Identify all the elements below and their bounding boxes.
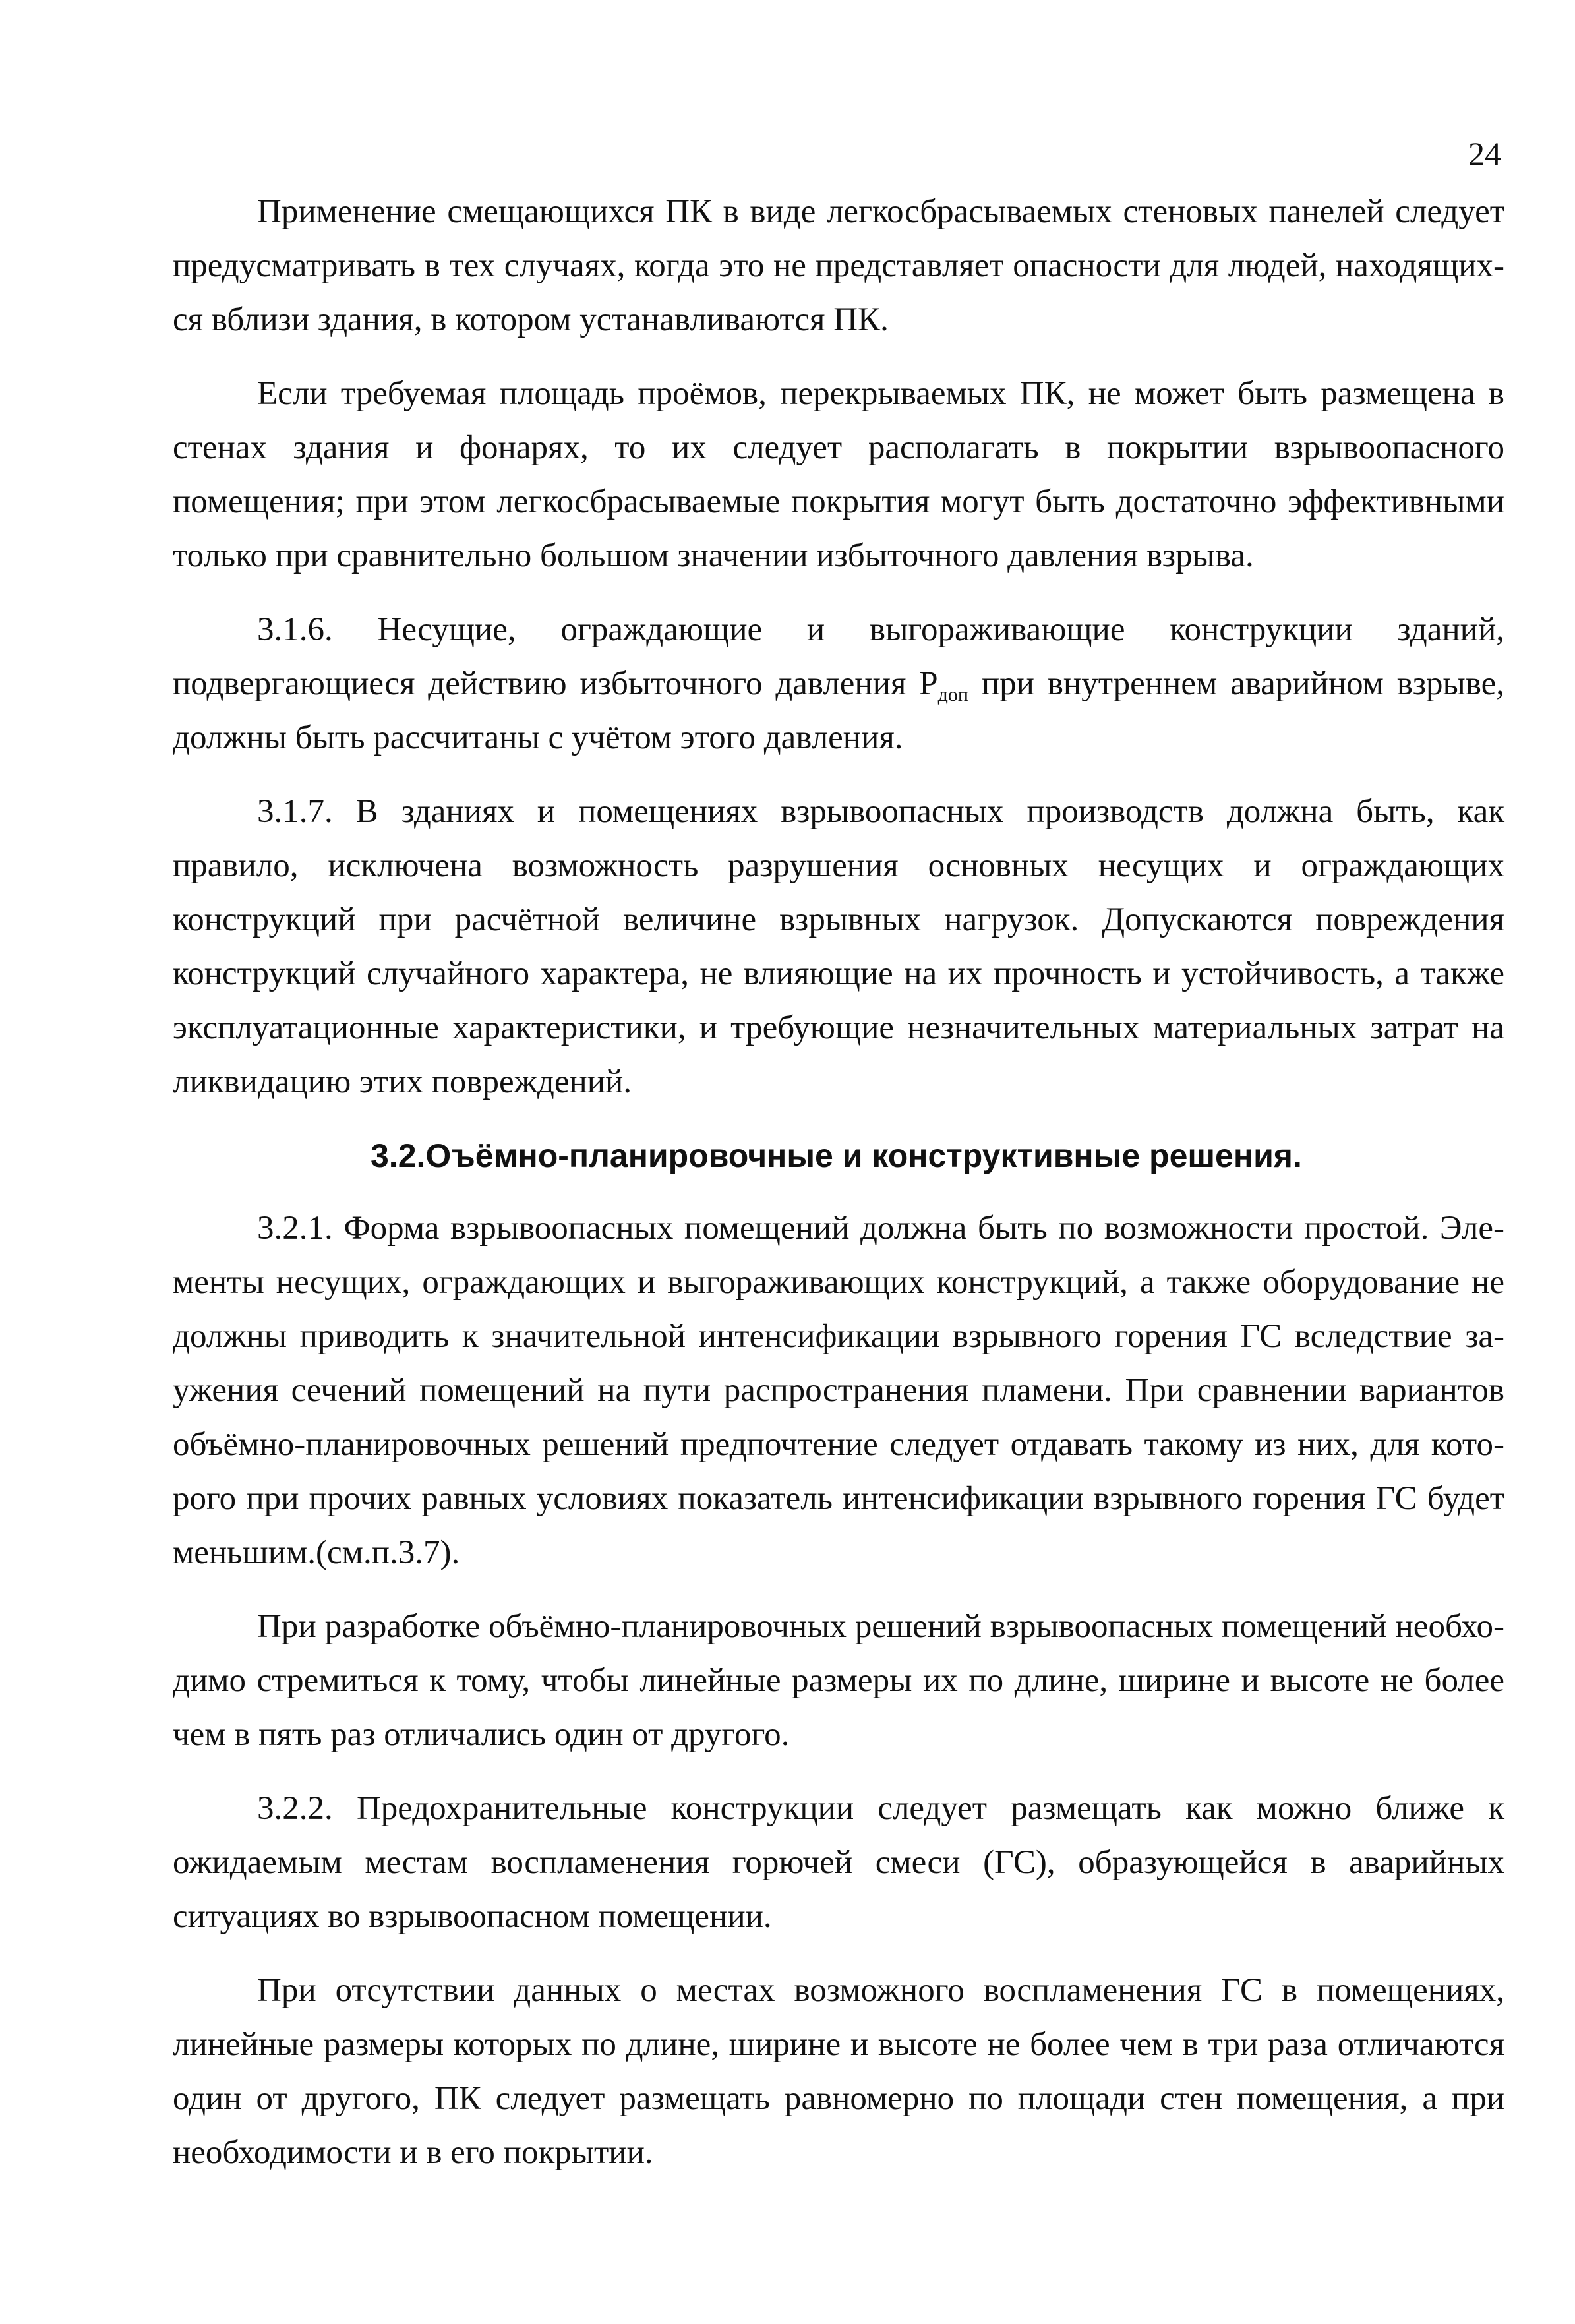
paragraph-roof-openings: Если требуемая площадь проёмов, перекрываемых ПК, не может быть размещена в стенах здания и фонарях, то их следует располагать в покрытии взрывоопасного помещения; при этом легкосбрасываемые покрытия могут быть достаточно эффективными только при сравнительно большом значении избыточного давления взрыва. [173,375,1504,574]
clause-3-1-6-text-start: 3.1.6. Несущие, ограждающие и выгораживающие конструкции зданий, подвергающиеся действию избыточного давления Р [173,611,1504,702]
paragraph-linear-dimensions: При разработке объёмно-планировочных решений взрывоопасных помещений необходимо стремиться к тому, чтобы линейные размеры их по длине, ширине и высоте не более чем в пять раз отличались один от другого. [173,1608,1504,1753]
clause-3-2-1: 3.2.1. Форма взрывоопасных помещений должна быть по возможности простой. Элементы несущих, ограждающих и выгораживающих конструкций, а также оборудование не должны приводить к значительной интенсификации взрывного горения ГС вследствие заужения сечений помещений на пути распространения пламени. При сравнении вариантов объёмно-планировочных решений предпочтение следует отдавать такому из них, для которого при прочих равных условиях показатель интенсификации взрывного горения ГС будет меньшим.(см.п.3.7). [173,1210,1504,1571]
page-number: 24 [1468,135,1501,172]
paragraph-ignition-locations: При отсутствии данных о местах возможного воспламенения ГС в помещениях, линейные размеры которых по длине, ширине и высоте не более чем в три раза отличаются один от другого, ПК следует размещать равномерно по площади стен помещения, а при необходимости и в его покрытии. [173,1972,1504,2171]
page-content [173,185,1504,2199]
pressure-subscript: доп [937,684,968,705]
section-heading-3-2: 3.2.Оъёмно-планировочные и конструктивные решения. [371,1137,1302,1174]
clause-3-1-6 [173,603,1504,765]
paragraph-movable-panels: Применение смещающихся ПК в виде легкосбрасываемых стеновых панелей следует предусматривать в тех случаях, когда это не представляет опасности для людей, находящихся вблизи здания, в котором устанавливаются ПК. [173,193,1504,338]
clause-3-1-6-text-end: при внутреннем аварийном взрыве, должны быть рассчитаны с учётом этого давления. [173,665,1504,756]
clause-3-1-7: 3.1.7. В зданиях и помещениях взрывоопасных производств должна быть, как правило, исключена возможность разрушения основных несущих и ограждающих конструкций при расчётной величине взрывных нагрузок. Допускаются повреждения конструкций случайного характера, не влияющие на их прочность и устойчивость, а также эксплуатационные характеристики, и требующие незначительных материальных затрат на ликвидацию этих повреждений. [173,793,1504,1100]
clause-3-2-2: 3.2.2. Предохранительные конструкции следует размещать как можно ближе к ожидаемым местам воспламенения горючей смеси (ГС), образующейся в аварийных ситуациях во взрывоопасном помещении. [173,1790,1504,1935]
